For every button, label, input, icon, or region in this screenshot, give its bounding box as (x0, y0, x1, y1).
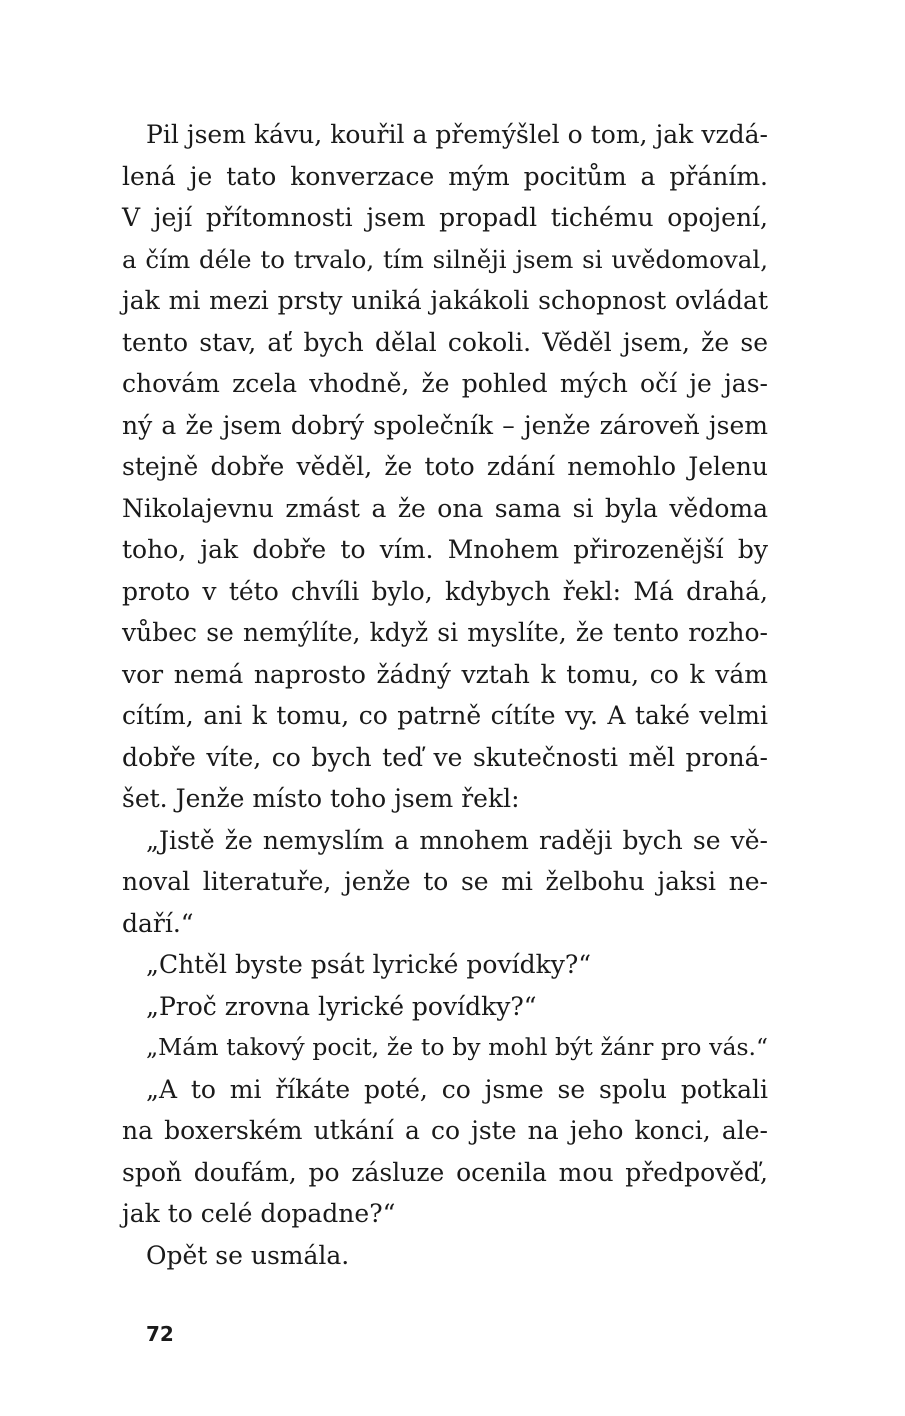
text-line: vůbec se nemýlíte, když si myslíte, že tento rozho- (122, 618, 768, 647)
text-line: ný a že jsem dobrý společník – jenže zároveň jsem (122, 410, 768, 440)
text-line: lená je tato konverzace mým pocitům a přáním. (122, 161, 768, 191)
text-line: jak mi mezi prsty uniká jakákoli schopnost ovládat (122, 286, 768, 315)
body-text (122, 114, 768, 1276)
text-line: daří.“ (122, 908, 194, 938)
text-line: Nikolajevnu zmást a že ona sama si byla vědoma (122, 493, 768, 523)
text-line: tento stav, ať bych dělal cokoli. Věděl jsem, že se (122, 327, 768, 357)
text-line: „Jistě že nemyslím a mnohem raději bych se vě- (146, 825, 768, 855)
text-line: cítím, ani k tomu, co patrně cítíte vy. A také velmi (122, 701, 768, 730)
text-line: Opět se usmála. (146, 1240, 350, 1270)
text-line: dobře víte, co bych teď ve skutečnosti měl proná- (122, 742, 768, 772)
text-line: na boxerském utkání a co jste na jeho konci, ale- (122, 1116, 768, 1145)
page-number: 72 (146, 1322, 174, 1346)
text-line: noval literatuře, jenže to se mi želbohu jaksi ne- (122, 867, 768, 896)
text-line: šet. Jenže místo toho jsem řekl: (122, 784, 520, 813)
text-line: proto v této chvíli bylo, kdybych řekl: Má drahá, (122, 576, 768, 606)
text-line: „A to mi říkáte poté, co jsme se spolu potkali (146, 1074, 768, 1104)
text-line: stejně dobře věděl, že toto zdání nemohlo Jelenu (122, 452, 768, 481)
text-line: „Mám takový pocit, že to by mohl být žánr pro vás.“ (146, 1033, 768, 1061)
text-line: spoň doufám, po zásluze ocenila mou předpověď, (122, 1157, 768, 1187)
text-line: Pil jsem kávu, kouřil a přemýšlel o tom, jak vzdá- (146, 120, 768, 149)
text-line: jak to celé dopadne?“ (122, 1199, 396, 1228)
text-line: „Chtěl byste psát lyrické povídky?“ (146, 950, 592, 979)
text-line: „Proč zrovna lyrické povídky?“ (146, 991, 537, 1021)
text-line: vor nemá naprosto žádný vztah k tomu, co k vám (122, 659, 768, 689)
text-line: a čím déle to trvalo, tím silněji jsem si uvědomoval, (122, 244, 768, 274)
text-line: chovám zcela vhodně, že pohled mých očí je jas- (122, 369, 768, 398)
text-line: V její přítomnosti jsem propadl tichému opojení, (122, 203, 768, 232)
text-line: toho, jak dobře to vím. Mnohem přirozenější by (122, 535, 768, 564)
